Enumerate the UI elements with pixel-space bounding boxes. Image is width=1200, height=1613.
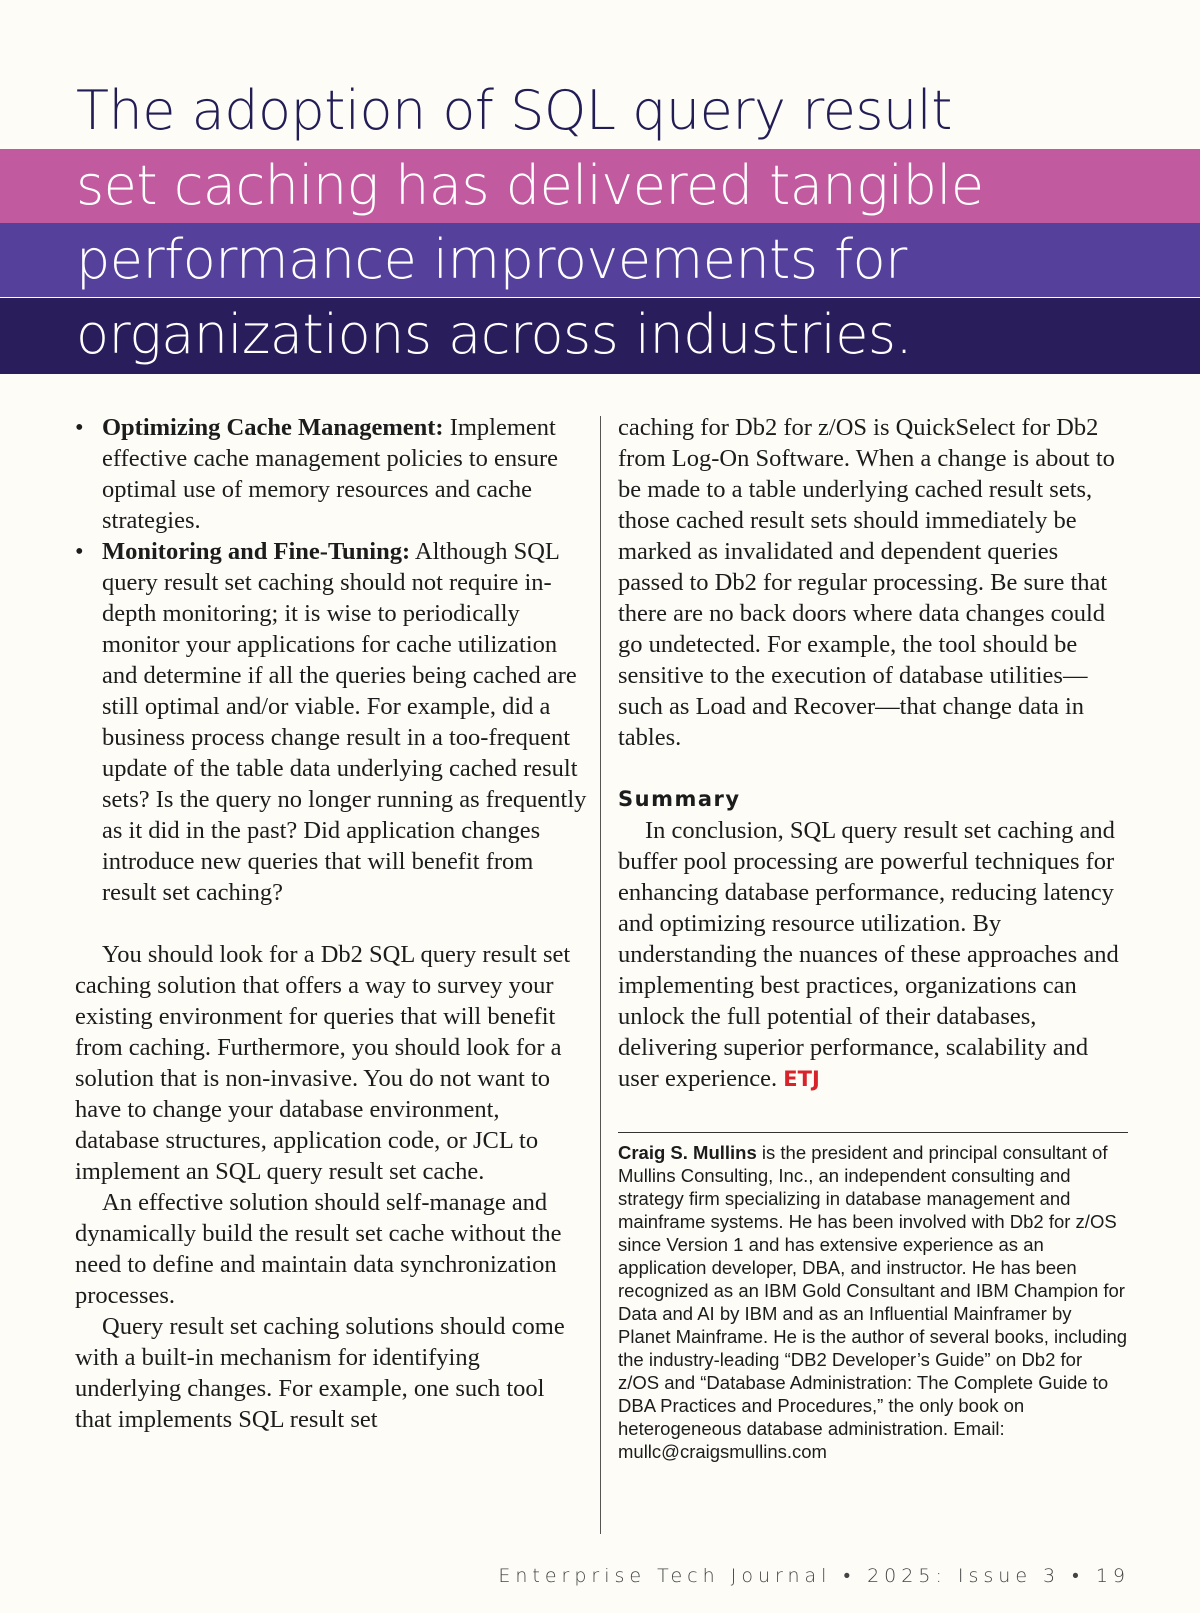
summary-heading: Summary [618,787,741,811]
bullet-icon: • [75,414,84,441]
bullet-heading: Optimizing Cache Management: [102,414,444,441]
summary-paragraph [618,815,1128,1095]
page-footer [498,1565,1130,1588]
pull-quote-line-4: organizations across industries. [0,298,1200,374]
bio-divider [618,1132,1128,1133]
issue-label: 2025: Issue 3 [867,1565,1061,1587]
body-paragraph-continued: caching for Db2 for z/OS is QuickSelect for Db2 from Log-On Software. When a change is about to be made to a table underlying cached result sets, those cached result sets should immediately be marked as invalidated and dependent queries passed to Db2 for regular processing. Be sure that there are no back doors where data changes could go undetected. For example, the tool should be sensitive to the execution of database utilities—such as Load and Recover—that change data in tables. [618,414,1115,751]
summary-text: In conclusion, SQL query result set caching and buffer pool processing are powerful techniques for enhancing database performance, reducing latency and optimizing resource utilization. By understanding the nuances of these approaches and implementing best practices, organizations can unlock the full potential of their databases, delivering superior performance, scalability and user experience. [618,817,1119,1092]
bullet-item [75,412,587,536]
page-number: 19 [1095,1565,1130,1587]
publication-name: Enterprise Tech Journal [498,1565,832,1587]
bullet-icon: • [75,538,84,565]
left-column [75,412,587,1435]
bullet-item [75,536,587,908]
bullet-text: Although SQL query result set caching should not require in-depth monitoring; it is wise to periodically monitor your applications for cache utilization and determine if all the queries being cached are still optimal and/or viable. For example, did a business process change result in a too-frequent update of the table data underlying cached result sets? Is the query no longer running as frequently as it did in the past? Did application changes introduce new queries that will benefit from result set caching? [102,538,587,906]
author-bio [618,1141,1128,1463]
bullet-list [75,412,587,908]
footer-separator: • [843,1565,856,1587]
column-divider [600,416,601,1534]
body-paragraph: An effective solution should self-manage and dynamically build the result set cache without the need to define and maintain data synchronization processes. [75,1189,562,1309]
bullet-heading: Monitoring and Fine-Tuning: [102,538,411,565]
end-mark: ETJ [783,1067,820,1091]
pull-quote-line-3: performance improvements for [0,223,1200,297]
right-column [618,412,1128,1463]
body-paragraph: Query result set caching solutions should come with a built-in mechanism for identifying underlying changes. For example, one such tool that implements SQL result set [75,1313,565,1433]
body-paragraph: You should look for a Db2 SQL query result set caching solution that offers a way to survey your existing environment for queries that will benefit from caching. Furthermore, you should look for a solution that is non-invasive. You do not want to have to change your database environment, database structures, application code, or JCL to implement an SQL query result set cache. [75,941,571,1185]
bullet-text: Implement effective cache management policies to ensure optimal use of memory resources and cache strategies. [102,414,558,534]
author-name: Craig S. Mullins [618,1142,757,1163]
pull-quote-line-1: The adoption of SQL query result [76,79,952,142]
pull-quote-line-2: set caching has delivered tangible [0,149,1200,223]
author-bio-text: is the president and principal consultant of Mullins Consulting, Inc., an independent consulting and strategy firm specializing in database management and mainframe systems. He has been involved with Db2 for z/OS since Version 1 and has extensive experience as an application developer, DBA, and instructor. He has been recognized as an IBM Gold Consultant and IBM Champion for Data and AI by IBM and as an Influential Mainframer by Planet Mainframe. He is the author of several books, including the industry-leading “DB2 Developer’s Guide” on Db2 for z/OS and “Database Administration: The Complete Guide to DBA Practices and Procedures,” the only book on heterogeneous database administration. Email: mullc@craigsmullins.com [618,1142,1128,1462]
footer-separator: • [1072,1565,1084,1587]
